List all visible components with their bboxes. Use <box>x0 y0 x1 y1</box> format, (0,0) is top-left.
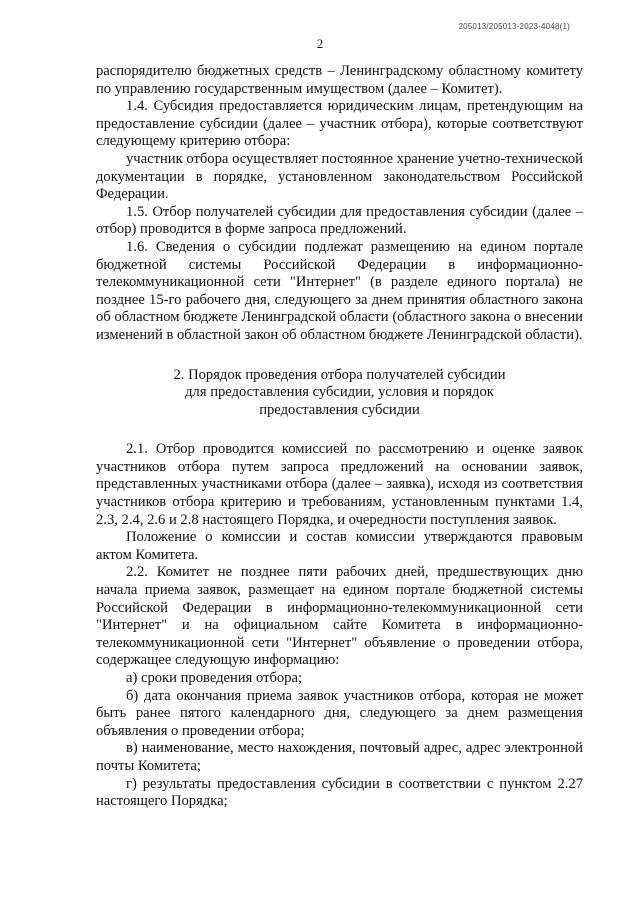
paragraph: 1.5. Отбор получателей субсидии для предоставления субсидии (далее – отбор) проводится в форме запроса предложений. <box>96 203 583 238</box>
section-heading-line: 2. Порядок проведения отбора получателей субсидии <box>173 366 506 383</box>
paragraph: участник отбора осуществляет постоянное хранение учетно-технической документации в порядке, установленном законодательством Российской Федерации. <box>96 150 583 203</box>
list-item: б) дата окончания приема заявок участников отбора, которая не может быть ранее пятого календарного дня, следующего за днем размещения объявления о проведении отбора; <box>96 687 583 739</box>
section-heading-line: для предоставления субсидии, условия и порядок <box>185 384 494 401</box>
paragraph: 2.1. Отбор проводится комиссией по рассмотрению и оценке заявок участников отбора путем запроса предложений на основании заявок, представленных участниками отбора (далее – заявка), исходя из соответствия участников отбора критерию и требованиям, установленным пунктами 1.4, 2.3, 2.4, 2.6 и 2.8 настоящего Порядка, и очередности поступления заявок. <box>96 441 583 528</box>
paragraph: распорядителю бюджетных средств – Ленинградскому областному комитету по управлению государственным имуществом (далее – Комитет). <box>96 63 583 97</box>
section-heading <box>96 367 583 420</box>
paragraph: 2.2. Комитет не позднее пяти рабочих дней, предшествующих дню начала приема заявок, размещает на едином портале бюджетной системы Российской Федерации в информационно-телекоммуникационной сети "Интернет" и на официальном сайте Комитета в информационно-телекоммуникационной сети "Интернет" объявление о проведении отбора, содержащее следующую информацию: <box>96 564 583 669</box>
list-item: а) сроки проведения отбора; <box>126 670 303 686</box>
list-item: г) результаты предоставления субсидии в соответствии с пунктом 2.27 настоящего Порядка; <box>96 775 583 810</box>
document-id: 205013/205013-2023-4048(1) <box>458 22 570 31</box>
document-body <box>96 63 583 811</box>
list-item: в) наименование, место нахождения, почтовый адрес, адрес электронной почты Комитета; <box>96 740 583 774</box>
page-number: 2 <box>316 36 324 51</box>
paragraph: 1.4. Субсидия предоставляется юридическим лицам, претендующим на предоставление субсидии (далее – участник отбора), которые соответствуют следующему критерию отбора: <box>96 98 583 150</box>
section-heading-line: предоставления субсидии <box>259 401 420 418</box>
paragraph: 1.6. Сведения о субсидии подлежат размещению на едином портале бюджетной системы Российской Федерации в информационно-телекоммуникационной сети "Интернет" (в разделе единого портала) не позднее 15-го рабочего дня, следующего за днем принятия областного закона об областном бюджете Ленинградской области (областного закона о внесении изменений в областной закон об областном бюджете Ленинградской области). <box>96 238 583 343</box>
paragraph: Положение о комиссии и состав комиссии утверждаются правовым актом Комитета. <box>96 529 583 563</box>
